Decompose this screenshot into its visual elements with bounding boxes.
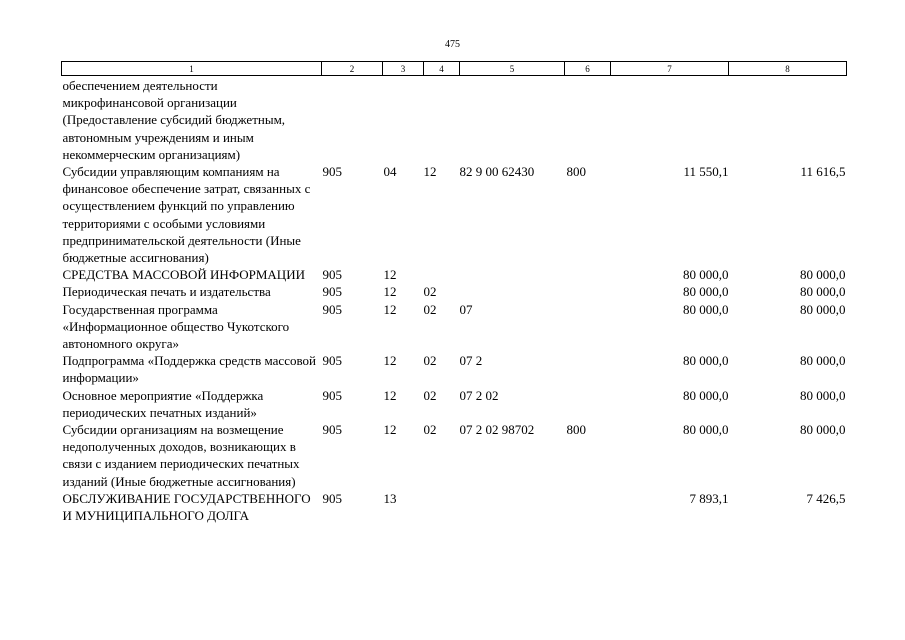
row-name: Государственная программа «Информационное общество Чукотского автономного округа» — [62, 301, 290, 352]
row-amount-7: 80 000,0 — [683, 301, 729, 317]
table-row — [62, 301, 847, 353]
row-amount-8: 80 000,0 — [800, 284, 846, 300]
table-row — [62, 421, 847, 490]
row-code-3 — [383, 76, 424, 164]
row-name: Субсидии управляющим компаниям на финансовое обеспечение затрат, связанных с осуществлением функций по управлению территориями с особыми условиями предпринимательской деятельности (Иные бюджетные ассигнования) — [62, 164, 311, 266]
row-code-6 — [565, 490, 611, 524]
row-amount-8: 80 000,0 — [800, 353, 846, 369]
budget-table — [61, 61, 847, 524]
page-number: 475 — [445, 39, 460, 50]
column-header: 6 — [565, 62, 611, 76]
table-row — [62, 490, 847, 524]
row-code-5: 07 — [459, 301, 473, 317]
row-name: Субсидии организациям на возмещение недополученных доходов, возникающих в связи с изданием периодических печатных изданий (Иные бюджетные ассигнования) — [62, 422, 300, 489]
row-name: ОБСЛУЖИВАНИЕ ГОСУДАРСТВЕННОГО И МУНИЦИПАЛЬНОГО ДОЛГА — [62, 490, 311, 524]
row-code-2: 905 — [322, 422, 342, 438]
row-code-6 — [565, 387, 611, 421]
row-code-2: 905 — [322, 164, 342, 180]
row-name: Основное мероприятие «Поддержка периодических печатных изданий» — [62, 387, 264, 420]
row-amount-8: 80 000,0 — [800, 267, 846, 283]
column-header: 1 — [62, 62, 322, 76]
table-row — [62, 76, 847, 164]
row-name: СРЕДСТВА МАССОВОЙ ИНФОРМАЦИИ — [62, 267, 305, 283]
table-row — [62, 352, 847, 386]
row-code-3: 12 — [383, 284, 397, 300]
row-code-4 — [424, 490, 460, 524]
row-code-4: 12 — [423, 164, 437, 180]
column-header: 2 — [322, 62, 383, 76]
row-amount-7: 80 000,0 — [683, 284, 729, 300]
row-code-4 — [424, 76, 460, 164]
row-amount-7: 7 893,1 — [689, 490, 729, 506]
row-amount-8: 11 616,5 — [800, 164, 846, 180]
row-code-4: 02 — [423, 284, 437, 300]
row-code-6 — [565, 283, 611, 300]
row-code-2: 905 — [322, 387, 342, 403]
row-amount-7: 80 000,0 — [683, 267, 729, 283]
row-code-2 — [322, 76, 383, 164]
row-amount-7: 11 550,1 — [683, 164, 729, 180]
row-amount-7: 80 000,0 — [683, 422, 729, 438]
row-code-3: 13 — [383, 490, 397, 506]
row-code-3: 12 — [383, 267, 397, 283]
row-code-5 — [460, 266, 565, 283]
table-row — [62, 266, 847, 283]
row-code-2: 905 — [322, 301, 342, 317]
table-row — [62, 387, 847, 421]
row-code-6: 800 — [566, 164, 586, 180]
row-code-4: 02 — [423, 422, 437, 438]
row-code-2: 905 — [322, 490, 342, 506]
row-code-2: 905 — [322, 353, 342, 369]
row-code-6 — [565, 266, 611, 283]
row-code-5: 07 2 02 98702 — [459, 422, 535, 438]
row-code-6: 800 — [566, 422, 586, 438]
row-code-5: 07 2 02 — [459, 387, 499, 403]
row-code-6 — [565, 301, 611, 353]
row-amount-8: 80 000,0 — [800, 301, 846, 317]
row-code-4: 02 — [423, 353, 437, 369]
row-code-3: 04 — [383, 164, 397, 180]
column-header-row — [62, 62, 847, 76]
row-code-3: 12 — [383, 387, 397, 403]
row-name: обеспечением деятельности микрофинансовой организации (Предоставление субсидий бюджетным, автономным учреждениям и иным некоммерческим организациям) — [62, 78, 286, 162]
row-amount-7 — [611, 76, 729, 164]
row-code-5 — [460, 76, 565, 164]
row-code-2: 905 — [322, 267, 342, 283]
column-header: 5 — [460, 62, 565, 76]
row-code-3: 12 — [383, 422, 397, 438]
column-header: 4 — [424, 62, 460, 76]
row-code-4: 02 — [423, 387, 437, 403]
row-code-5 — [460, 283, 565, 300]
column-header: 7 — [611, 62, 729, 76]
table-row — [62, 163, 847, 266]
row-code-2: 905 — [322, 284, 342, 300]
row-code-4 — [424, 266, 460, 283]
row-code-4: 02 — [423, 301, 437, 317]
row-name: Периодическая печать и издательства — [62, 284, 271, 300]
row-code-5: 07 2 — [459, 353, 483, 369]
row-amount-8: 80 000,0 — [800, 387, 846, 403]
row-amount-7: 80 000,0 — [683, 387, 729, 403]
row-name: Подпрограмма «Поддержка средств массовой информации» — [62, 353, 316, 386]
row-code-6 — [565, 76, 611, 164]
row-code-3: 12 — [383, 353, 397, 369]
row-code-5: 82 9 00 62430 — [459, 164, 535, 180]
table-row — [62, 283, 847, 300]
row-amount-7: 80 000,0 — [683, 353, 729, 369]
row-amount-8: 7 426,5 — [806, 490, 846, 506]
row-amount-8: 80 000,0 — [800, 422, 846, 438]
row-code-6 — [565, 352, 611, 386]
row-code-3: 12 — [383, 301, 397, 317]
row-amount-8 — [729, 76, 847, 164]
column-header: 3 — [383, 62, 424, 76]
column-header: 8 — [729, 62, 847, 76]
row-code-5 — [460, 490, 565, 524]
